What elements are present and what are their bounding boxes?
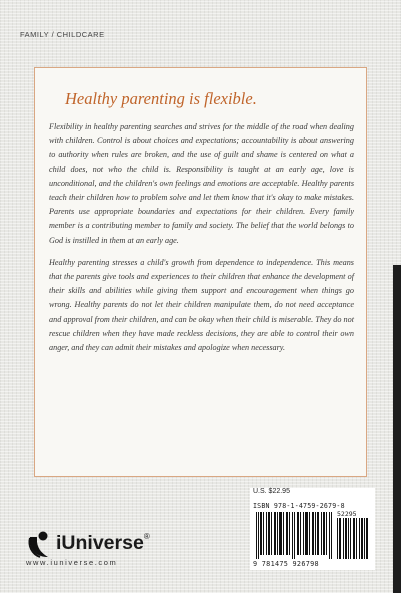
blurb-paragraph-2: Healthy parenting stresses a child's growth from dependence to independence. This means that the parents give tools and experiences to their children that enhance the development of their skills and abilities while giving them support and encouragement when things go wrong. Healthy parents do not let their children manipulate them, do not need acceptance and approval from their children, and can be okay when their child is miserable. They do not rescue children when they have made reckless decisions, they are able to control their own anger, and they can admit their mistakes and apologize when necessary. (49, 257, 354, 353)
publisher-name-text: iUniverse (56, 532, 144, 554)
registered-mark: ® (143, 532, 150, 541)
addon-digits: 52295 (337, 510, 357, 518)
ean-barcode (253, 512, 335, 559)
blurb-panel (34, 67, 367, 477)
publisher-url: www.iuniverse.com (26, 558, 118, 567)
category-label: FAMILY / CHILDCARE (20, 30, 105, 39)
headline: Healthy parenting is flexible. (65, 89, 257, 108)
spine-edge (393, 265, 401, 593)
price-label: U.S. $22.95 (253, 488, 290, 495)
blurb-paragraph-1: Flexibility in healthy parenting searches and strives for the middle of the road when dealing with children. Control is about choices and expectations; accountability is about answering to authority when rules are broken, and the use of guilt and shame is centered on what a child does, not who the child is. Responsibility is taught at an early age, love is unconditional, and the children's own feelings and emotions are acceptable. Healthy parents teach their children how to problem solve and let them know that it's okay to make mistakes. Parents use appropriate boundaries and expectations for their children. Every family member is a contributing member to family and society. The belief that the world belongs to God is instilled in them at an early age. (49, 122, 354, 245)
iuniverse-logo-icon (26, 530, 56, 558)
addon-barcode (337, 518, 369, 559)
publisher-name (56, 532, 150, 555)
isbn-label: ISBN 978-1-4759-2679-8 (253, 502, 345, 510)
ean-digits: 9 781475 926798 (253, 560, 319, 568)
